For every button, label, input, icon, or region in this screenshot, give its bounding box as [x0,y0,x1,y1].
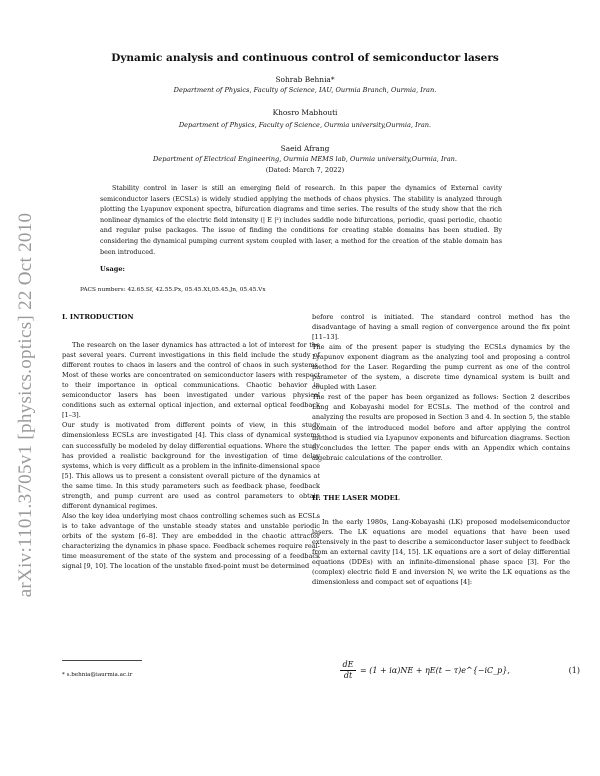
usage-label: Usage: [100,265,125,273]
paragraph: Our study is motivated from different points of view, in this study dimensionless ECSLs are investigated [4]. This class of dynamical systems can successfully be modeled by delay differential equations. Where the study has provided a realistic background for the investigation of time delay systems, which is very difficult as a problem in the infinite-dimensional space [5]. This allows us to present a consistent overall picture of the dynamics at the same time. In this study parameters such as feedback phase, feedback strength, and pump current are used as control parameters to obtain different dynamical regimes. [62,421,320,510]
author-name: Khosro Mabhouti [272,108,338,117]
equation-1 [340,660,580,684]
pacs-numbers: PACS numbers: 42.65.Sf, 42.55.Px, 05.45.Xt,05.45.Jn, 05.45.Vx [80,287,266,293]
author-affiliation: Department of Physics, Faculty of Science, Ourmia university,Ourmia, Iran. [178,121,432,129]
paragraph: In the early 1980s, Lang-Kobayashi (LK) proposed modelsemiconductor lasers. The LK equations are model equations that have been used extensively in the past to describe a semiconductor laser subject to feedback from an external cavity [14, 15]. LK equations are a sort of delay differential equations (DDEs) with an infinite-dimensional phase space [3]. For the (complex) electric field E and inversion N, we write the LK equations as the dimensionless and compact set of equations [4]: [312,517,570,587]
footnote-rule [62,660,142,661]
arxiv-side-label [6,195,46,615]
left-column [62,312,320,571]
abstract: Stability control in laser is still an emerging field of research. In this paper the dynamics of External cavity semiconductor lasers (ECSLs) is widely studied applying the methods of chaos physics. The stability is analyzed through plotting the Lyapunov exponent spectra, bifurcation diagrams and time series. The results of the study show that the rich nonlinear dynamics of the electric field intensity (| E |²) includes saddle node bifurcations, periodic, quasi periodic, chaotic and regular pulse packages. The issue of finding the conditions for creating stable domains has been studied. By considering the dynamical pumping current system coupled with laser, a method for the creation of the stable domain has been introduced. [100,184,502,256]
right-column [312,312,570,587]
equation-fraction [340,660,356,681]
footnote-email: * s.behnia@iaurmia.ac.ir [62,672,133,678]
equation-number: (1) [568,666,580,675]
paper-title: Dynamic analysis and continuous control of semiconductor lasers [111,52,499,64]
section-heading-introduction: I. INTRODUCTION [62,313,134,321]
equation-denominator: dt [343,671,353,680]
paragraph: The research on the laser dynamics has attracted a lot of interest for the past several years. Current investigations in this field include the study of different routes to chaos in lasers and the control of chaos in such systems. Most of these works are concentrated on semiconductor lasers with respect to their importance in optical communications. Chaotic behavior in semiconductor lasers has been investigated under various physical conditions such as external optical injection, and external optical feedback [1–3]. [62,341,320,420]
equation-numerator: dE [340,660,356,671]
equation-rhs: = (1 + iα)NE + ηE(t − τ)e^{−iC_p}, [360,666,510,675]
section-heading-laser-model: II. THE LASER MODEL [312,493,400,502]
paragraph: The rest of the paper has been organized as follows: Section 2 describes Lang and Kobayashi model for ECSLs. The method of the control and analyzing the results are proposed in Section 3 and 4. In section 5, the stable domain of the introduced model before and after applying the control method is studied via Lyapunov exponents and bifurcation diagrams. Section 6 concludes the letter. The paper ends with an Appendix which contains algebraic calculations of the controller. [312,393,570,462]
date-line: (Dated: March 7, 2022) [265,166,345,174]
paragraph: before control is initiated. The standard control method has the disadvantage of having a small region of convergence around the fix point [11–13]. [312,313,570,342]
paragraph: The aim of the present paper is studying the ECSLs dynamics by the Lyapunov exponent diagram as the analyzing tool and proposing a control method for the Laser. Regarding the pump current as one of the control parameter of the system, a discrete time dynamical system is built and coupled with Laser. [312,343,570,392]
author-affiliation: Department of Electrical Engineering, Ourmia MEMS lab, Ourmia university,Ourmia, Iran. [153,155,457,163]
author-name: Saeid Afrang [280,144,330,153]
arxiv-identifier: arXiv:1101.3705v1 [physics.optics] 22 Oct 2010 [15,212,36,598]
author-affiliation: Department of Physics, Faculty of Science, IAU, Ourmia Branch, Ourmia, Iran. [173,86,437,94]
paragraph: Also the key idea underlying most chaos controlling schemes such as ECSLs is to take advantage of the unstable steady states and unstable periodic orbits of the system [6–8]. They are embedded in the chaotic attractor characterizing the dynamics in phase space. Feedback schemes require real-time measurement of the state of the system and processing of a feedback signal [9, 10]. The location of the unstable fixed-point must be determined [62,511,320,571]
author-name: Sohrab Behnia* [275,75,335,84]
